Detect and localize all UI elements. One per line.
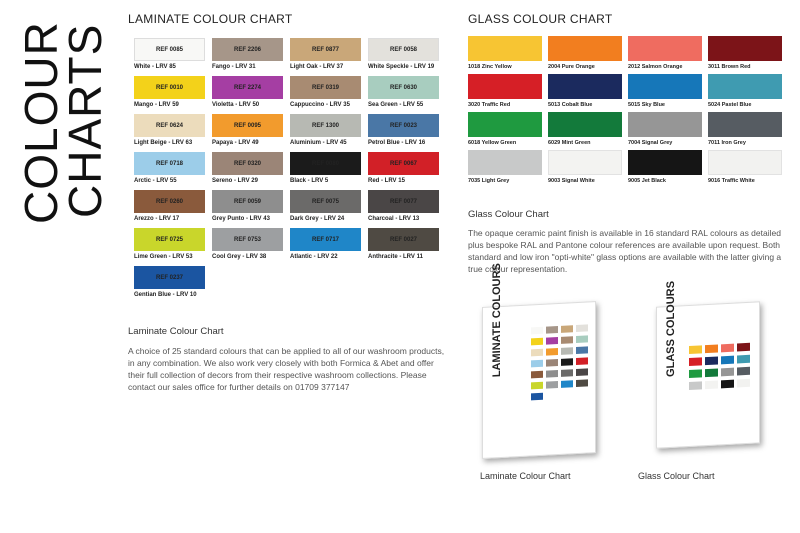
- laminate-swatch-ref: REF 0717: [290, 228, 361, 251]
- brochure-mini-swatch: [576, 379, 588, 387]
- laminate-swatch: [368, 114, 439, 146]
- laminate-swatch-ref: REF 0023: [368, 114, 439, 137]
- brochure-mini-swatch: [561, 369, 573, 377]
- glass-swatch-color: [708, 74, 782, 99]
- brochure-mini-swatch: [689, 357, 702, 366]
- brochure-mini-swatch: [546, 359, 558, 367]
- laminate-swatch-ref: REF 0260: [134, 190, 205, 213]
- laminate-swatch-ref: REF 1300: [290, 114, 361, 137]
- brochure-mini-swatch: [561, 325, 573, 333]
- laminate-subheading: Laminate Colour Chart: [128, 326, 224, 337]
- laminate-swatch: [212, 76, 283, 108]
- brochure-mini-swatch: [576, 357, 588, 365]
- brochure-mini-swatch: [689, 369, 702, 378]
- glass-swatch: [628, 150, 702, 184]
- laminate-swatch-ref: REF 0067: [368, 152, 439, 175]
- laminate-swatch: [290, 38, 361, 70]
- laminate-swatch-label: Mango - LRV 59: [134, 102, 179, 108]
- laminate-swatch-ref: REF 0080: [290, 152, 361, 175]
- laminate-swatch: [212, 38, 283, 70]
- glass-swatch-color: [468, 112, 542, 137]
- glass-swatch: [708, 112, 782, 146]
- glass-swatch-color: [628, 74, 702, 99]
- laminate-swatch-label: Arezzo - LRV 17: [134, 216, 180, 222]
- laminate-swatch-label: Fango - LRV 31: [212, 64, 256, 70]
- glass-swatch-color: [708, 150, 782, 175]
- glass-swatch-color: [628, 112, 702, 137]
- brochure-mini-swatch: [531, 393, 543, 401]
- glass-swatch-label: 6018 Yellow Green: [468, 140, 517, 146]
- brochure-mini-swatch: [546, 337, 558, 345]
- glass-swatch: [708, 74, 782, 108]
- laminate-swatch: [134, 38, 205, 70]
- glass-swatch-color: [468, 150, 542, 175]
- laminate-swatch: [368, 38, 439, 70]
- laminate-swatch: [212, 190, 283, 222]
- laminate-swatch-ref: REF 0753: [212, 228, 283, 251]
- brochure-mini-swatch: [721, 356, 734, 365]
- laminate-swatch: [134, 190, 205, 222]
- brochure-mini-swatch: [531, 327, 543, 335]
- side-title: [14, 21, 114, 226]
- laminate-swatch-label: Anthracite - LRV 11: [368, 254, 423, 260]
- brochure-mini-swatch: [561, 380, 573, 388]
- brochure-mini-swatch: [689, 381, 702, 390]
- brochure-mini-swatch: [721, 368, 734, 377]
- brochure-mini-swatch: [546, 348, 558, 356]
- laminate-swatch-ref: REF 0085: [134, 38, 205, 61]
- laminate-swatch-ref: REF 0624: [134, 114, 205, 137]
- laminate-swatch-label: Aluminium - LRV 45: [290, 140, 347, 146]
- glass-brochure-caption[interactable]: Glass Colour Chart: [638, 471, 715, 481]
- laminate-swatch: [290, 76, 361, 108]
- brochure-mini-swatch: [561, 358, 573, 366]
- brochure-mini-swatch: [576, 335, 588, 343]
- brochure-mini-swatch: [576, 368, 588, 376]
- glass-swatch: [708, 36, 782, 70]
- laminate-swatch-ref: REF 0237: [134, 266, 205, 289]
- laminate-swatch: [134, 114, 205, 146]
- laminate-swatch-label: White - LRV 85: [134, 64, 176, 70]
- side-title-line1: COLOUR: [15, 21, 67, 224]
- brochure-mini-swatch: [721, 380, 734, 389]
- laminate-heading: LAMINATE COLOUR CHART: [128, 12, 293, 26]
- glass-swatch: [628, 74, 702, 108]
- laminate-brochure-image[interactable]: [482, 262, 596, 459]
- laminate-swatch-ref: REF 0718: [134, 152, 205, 175]
- brochure-mini-swatch: [689, 345, 702, 354]
- laminate-swatch-ref: REF 0320: [212, 152, 283, 175]
- laminate-swatch: [212, 114, 283, 146]
- side-title-line2: CHARTS: [59, 23, 111, 218]
- brochure-mini-swatch: [561, 347, 573, 355]
- laminate-swatch-ref: REF 2274: [212, 76, 283, 99]
- glass-swatch-label: 2012 Salmon Orange: [628, 64, 683, 70]
- glass-swatch-label: 9016 Traffic White: [708, 178, 755, 184]
- glass-swatch-label: 3011 Brown Red: [708, 64, 751, 70]
- glass-brochure-image[interactable]: [656, 280, 760, 448]
- glass-swatch: [468, 150, 542, 184]
- laminate-swatch-label: Cool Grey - LRV 38: [212, 254, 267, 260]
- laminate-swatch: [368, 152, 439, 184]
- glass-swatch: [628, 36, 702, 70]
- laminate-swatch-ref: REF 0027: [368, 228, 439, 251]
- laminate-paragraph: A choice of 25 standard colours that can be applied to all of our washroom products, in any combination. We also work very closely with both Formica & Abet and offer their full collection of decors from their respective washroom collections. Please contact our sales office for further details on 01709 377147: [128, 346, 445, 392]
- brochure-mini-swatch: [737, 355, 750, 364]
- laminate-swatch-label: Dark Grey - LRV 24: [290, 216, 345, 222]
- laminate-swatch-label: Gentian Blue - LRV 10: [134, 292, 197, 298]
- glass-swatch-label: 1018 Zinc Yellow: [468, 64, 512, 70]
- laminate-swatch: [212, 152, 283, 184]
- glass-swatch-label: 7004 Signal Grey: [628, 140, 673, 146]
- glass-swatch: [468, 74, 542, 108]
- brochure-mini-swatch: [531, 349, 543, 357]
- laminate-swatch-ref: REF 0877: [290, 38, 361, 61]
- brochure-mini-swatch: [546, 326, 558, 334]
- laminate-swatch-label: Black - LRV 5: [290, 178, 329, 184]
- brochure-mini-swatch: [705, 344, 718, 353]
- laminate-swatch: [134, 152, 205, 184]
- laminate-swatch: [290, 190, 361, 222]
- brochure-mini-swatch: [531, 338, 543, 346]
- brochure-mini-swatch: [561, 336, 573, 344]
- glass-swatch-color: [468, 36, 542, 61]
- glass-swatch-label: 5024 Pastel Blue: [708, 102, 752, 108]
- brochure-mini-swatch: [576, 346, 588, 354]
- glass-swatch-label: 5015 Sky Blue: [628, 102, 665, 108]
- glass-swatch-color: [708, 36, 782, 61]
- laminate-swatch-label: Sea Green - LRV 55: [368, 102, 424, 108]
- laminate-swatch: [290, 152, 361, 184]
- glass-swatch: [708, 150, 782, 184]
- glass-swatch-label: 7011 Iron Grey: [708, 140, 746, 146]
- laminate-swatch-label: Petrol Blue - LRV 16: [368, 140, 426, 146]
- brochure-mini-swatch: [531, 371, 543, 379]
- brochure-mini-swatch: [531, 382, 543, 390]
- brochure-mini-swatch: [705, 368, 718, 377]
- laminate-swatch-ref: REF 0075: [290, 190, 361, 213]
- glass-swatch-color: [468, 74, 542, 99]
- laminate-swatch-ref: REF 0630: [368, 76, 439, 99]
- laminate-swatch-ref: REF 0077: [368, 190, 439, 213]
- glass-swatch-label: 7035 Light Grey: [468, 178, 510, 184]
- laminate-swatch-ref: REF 0319: [290, 76, 361, 99]
- laminate-swatch-ref: REF 0010: [134, 76, 205, 99]
- brochure-mini-swatch: [737, 343, 750, 352]
- glass-swatch-color: [548, 36, 622, 61]
- laminate-swatch-label: White Speckle - LRV 19: [368, 64, 435, 70]
- laminate-swatch: [368, 228, 439, 260]
- laminate-swatch-label: Red - LRV 15: [368, 178, 405, 184]
- laminate-swatch-label: Charcoal - LRV 13: [368, 216, 420, 222]
- laminate-swatch-label: Violetta - LRV 50: [212, 102, 260, 108]
- laminate-swatch-label: Atlantic - LRV 22: [290, 254, 338, 260]
- brochure-mini-swatch: [737, 367, 750, 376]
- laminate-swatch-label: Papaya - LRV 49: [212, 140, 259, 146]
- brochure-mini-swatch: [546, 381, 558, 389]
- laminate-swatch-label: Light Beige - LRV 63: [134, 140, 193, 146]
- brochure-mini-swatch: [546, 370, 558, 378]
- glass-swatch-color: [548, 150, 622, 175]
- glass-subheading: Glass Colour Chart: [468, 209, 549, 220]
- laminate-swatch: [134, 76, 205, 108]
- glass-swatch: [628, 112, 702, 146]
- brochure-mini-swatch: [705, 356, 718, 365]
- glass-swatch-color: [548, 74, 622, 99]
- laminate-swatch-label: Cappuccino - LRV 35: [290, 102, 350, 108]
- laminate-swatch: [290, 228, 361, 260]
- laminate-swatch: [134, 228, 205, 260]
- laminate-swatch-label: Sereno - LRV 29: [212, 178, 258, 184]
- glass-swatch-label: 9005 Jet Black: [628, 178, 666, 184]
- laminate-swatch-label: Light Oak - LRV 37: [290, 64, 344, 70]
- laminate-swatch: [290, 114, 361, 146]
- glass-heading: GLASS COLOUR CHART: [468, 12, 613, 26]
- laminate-swatch: [134, 266, 205, 298]
- glass-swatch-color: [708, 112, 782, 137]
- laminate-swatch-label: Lime Green - LRV 53: [134, 254, 193, 260]
- laminate-swatch-ref: REF 0059: [212, 190, 283, 213]
- glass-swatch-label: 3020 Traffic Red: [468, 102, 511, 108]
- laminate-swatch: [212, 228, 283, 260]
- laminate-swatch-ref: REF 0058: [368, 38, 439, 61]
- glass-swatch-color: [628, 36, 702, 61]
- glass-swatch: [548, 150, 622, 184]
- brochure-mini-swatch: [737, 379, 750, 388]
- glass-swatch-color: [628, 150, 702, 175]
- brochure-mini-swatch: [721, 344, 734, 353]
- glass-swatch-color: [548, 112, 622, 137]
- glass-swatch-label: 5013 Cobalt Blue: [548, 102, 593, 108]
- glass-brochure-title: GLASS COLOURS: [665, 280, 677, 378]
- laminate-swatch-label: Grey Punto - LRV 43: [212, 216, 270, 222]
- glass-swatch-label: 9003 Signal White: [548, 178, 595, 184]
- glass-swatch-label: 6029 Mint Green: [548, 140, 591, 146]
- brochure-mini-swatch: [705, 380, 718, 389]
- glass-paragraph: The opaque ceramic paint finish is available in 16 standard RAL colours as detailed plus bespoke RAL and Pantone colour references are available upon request. Both standard and low iron "opti-white" glass options are available with the latter giving a true colour representation.: [468, 228, 782, 274]
- glass-swatch: [548, 112, 622, 146]
- glass-swatch: [548, 74, 622, 108]
- glass-swatch: [548, 36, 622, 70]
- laminate-swatch: [368, 76, 439, 108]
- laminate-swatch-ref: REF 0095: [212, 114, 283, 137]
- laminate-swatch: [368, 190, 439, 222]
- glass-swatch: [468, 36, 542, 70]
- brochure-mini-swatch: [531, 360, 543, 368]
- laminate-brochure-title: LAMINATE COLOURS: [491, 262, 503, 378]
- glass-swatch: [468, 112, 542, 146]
- brochure-mini-swatch: [576, 324, 588, 332]
- laminate-swatch-ref: REF 2206: [212, 38, 283, 61]
- laminate-brochure-caption[interactable]: Laminate Colour Chart: [480, 471, 571, 481]
- laminate-swatch-label: Arctic - LRV 55: [134, 178, 177, 184]
- glass-swatch-label: 2004 Pure Orange: [548, 64, 595, 70]
- laminate-swatch-ref: REF 0725: [134, 228, 205, 251]
